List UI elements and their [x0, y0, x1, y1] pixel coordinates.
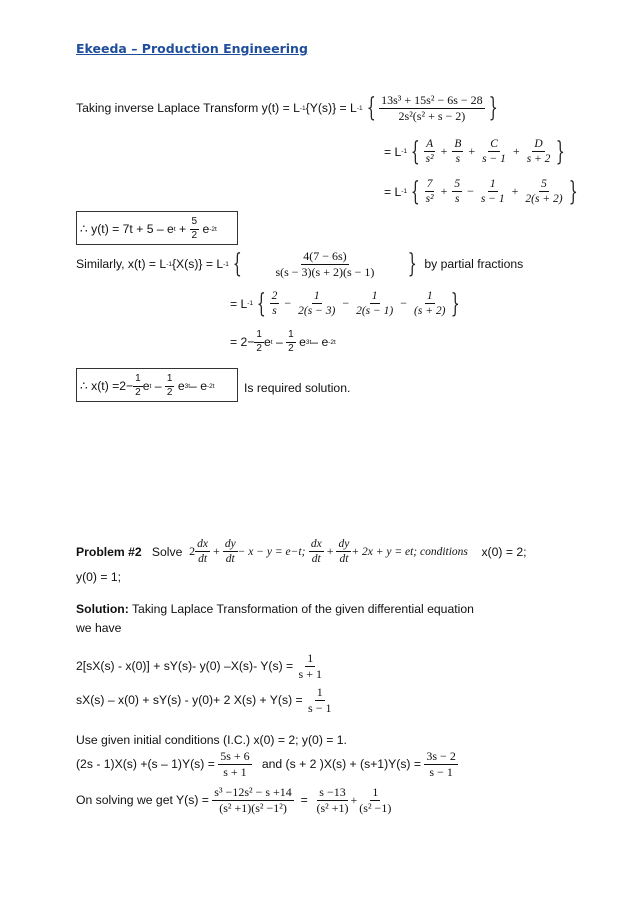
exp-e: e: [142, 379, 150, 393]
term-fraction: [525, 138, 553, 165]
term-fraction: [354, 290, 395, 317]
eq1-exp: −t: [290, 545, 302, 558]
term-fraction: [296, 290, 337, 317]
y-result-lhs: y(t) = 7t + 5 – e: [91, 222, 174, 236]
dy: dy: [223, 538, 238, 552]
x-partial-terms: [270, 290, 448, 317]
term-numerator: D: [532, 138, 544, 152]
term-fraction: [452, 178, 462, 205]
operator: +: [512, 144, 520, 159]
part2-num: 1: [372, 785, 379, 799]
partial-fraction-value-terms: [424, 178, 565, 205]
y-result: [80, 217, 217, 241]
solution-line-1: [76, 602, 474, 616]
term-numerator: A: [424, 138, 435, 152]
term-denominator: 2(s − 1): [356, 305, 394, 318]
term-fraction: [412, 290, 447, 317]
inverse-sup: -1: [401, 188, 408, 196]
rhs-den: s − 1: [429, 764, 453, 779]
y-result-e: e: [202, 222, 210, 236]
exp-e: e: [263, 335, 271, 349]
term-numerator: 1: [425, 290, 435, 304]
term-fraction: [452, 138, 463, 165]
y-fraction-numerator: 13s³ + 15s² − 6s − 28: [381, 93, 483, 107]
term-fraction: [523, 178, 564, 205]
solution-text-2: we have: [76, 621, 122, 635]
eq3b-lhs: and (s + 2 )X(s) + (s+1)Y(s) =: [261, 757, 421, 772]
term-numerator: 5: [539, 178, 549, 192]
operator: −: [467, 184, 474, 199]
exp-sup-neg2t: -2t: [206, 382, 215, 390]
y-of-s-den: (s² +1)(s² −1²): [219, 800, 287, 815]
half-den: 2: [166, 386, 173, 398]
equals-L: = L: [384, 184, 402, 199]
inverse-sup: -1: [223, 260, 229, 268]
conditions-word: ; conditions: [413, 545, 468, 558]
exp-sup-t: t: [149, 382, 152, 390]
x-fraction-denominator: s(s − 3)(s + 2)(s − 1): [275, 264, 375, 279]
half-den: 2: [256, 342, 262, 354]
rhs-den: s + 1: [223, 764, 247, 779]
dt: dt: [339, 553, 349, 566]
right-brace: }: [568, 176, 578, 207]
term-denominator: s: [272, 305, 277, 318]
document-header: Ekeeda – Production Engineering: [76, 41, 308, 56]
rhs-num: 1: [316, 685, 323, 699]
eq1-mid: − x − y = e: [237, 545, 291, 558]
term-numerator: 1: [370, 290, 380, 304]
term-numerator: 5: [452, 178, 462, 192]
term-numerator: C: [488, 138, 500, 152]
right-brace: }: [556, 136, 566, 167]
two-minus: = 2−: [230, 335, 255, 349]
y-fraction-denominator: 2s²(s² + s − 2): [398, 108, 466, 123]
term-denominator: s − 1: [480, 193, 505, 206]
eq2-mid: + 2x + y = e: [351, 545, 411, 558]
solving-text: On solving we get Y(s) =: [76, 793, 209, 808]
x-of-s-text: {X(s)} = L: [171, 257, 224, 272]
half-den: 2: [288, 342, 294, 354]
part1-den: (s² +1): [316, 800, 349, 815]
y-result-plus: +: [179, 222, 187, 236]
part2-den: (s² −1): [359, 800, 392, 815]
half-fraction: [165, 374, 175, 398]
solution-label: Solution:: [76, 602, 129, 616]
y-inverse-line: [76, 94, 501, 122]
solve-word: Solve: [151, 544, 183, 559]
problem-2-statement: Problem #2 Solve 2 $\frac{dx}{dt}$ + $\frac{dy}{dt}$ − x − y = e −t ; $\frac{dx}{dt}$ + $\frac{dy}{dt}$ + 2x + y = e t ; conditions x(0) = 2;: [76, 538, 527, 566]
dt: dt: [225, 553, 235, 566]
by-partial-fractions-text: by partial fractions: [424, 257, 524, 272]
half-fraction: [133, 374, 143, 398]
plus-sign: +: [350, 792, 358, 807]
x-partial-line: [230, 290, 464, 317]
term-fraction: [424, 178, 436, 205]
dt: dt: [198, 553, 208, 566]
minus-e: – e: [190, 379, 207, 393]
dx: dx: [309, 538, 324, 552]
operator: +: [511, 184, 519, 199]
y-result-exp: -2t: [209, 225, 217, 233]
half-fraction: [286, 330, 296, 354]
partial-fraction-values-line: [384, 178, 581, 205]
five-halves: [190, 217, 200, 241]
half-fraction: [254, 330, 264, 354]
operator: −: [400, 296, 408, 311]
dy: dy: [336, 538, 351, 552]
x-inverse-line: [76, 250, 523, 278]
part1-num: s −13: [319, 785, 346, 799]
inverse-sup: -1: [166, 260, 172, 268]
minus-e: – e: [311, 335, 329, 349]
term-fraction: [270, 290, 280, 317]
term-denominator: s²: [425, 153, 434, 166]
right-brace: }: [451, 288, 461, 319]
simplified-equations: [76, 750, 458, 778]
operator: −: [342, 296, 350, 311]
rhs-num: 5s + 6: [220, 749, 250, 763]
exp-sup-neg2t: -2t: [328, 338, 336, 346]
half-den: 2: [135, 386, 141, 398]
y-fraction: [379, 94, 485, 122]
y-of-s-part-1: [314, 786, 350, 814]
half-num: 1: [254, 330, 264, 343]
operator: +: [440, 184, 448, 199]
term-fraction: [479, 178, 507, 205]
x-fraction-numerator: 4(7 − 6s): [303, 249, 347, 263]
minus-sign: –: [154, 379, 162, 393]
equals-L: = L: [230, 296, 248, 311]
equals-L: = L: [384, 144, 402, 159]
x-inverse-lead: Similarly, x(t) = L: [76, 257, 167, 272]
five-halves-den: 2: [191, 229, 198, 241]
initial-conditions-text: Use given initial conditions (I.C.) x(0) = 2; y(0) = 1.: [76, 733, 347, 747]
operator: −: [284, 296, 292, 311]
dx: dx: [195, 538, 210, 552]
half-num: 1: [133, 374, 143, 387]
left-brace: {: [410, 176, 420, 207]
eq2-exp: t: [410, 545, 414, 558]
term-fraction: [424, 138, 436, 165]
half-num: 1: [286, 330, 296, 343]
rhs-den: s − 1: [308, 700, 332, 715]
term-numerator: 1: [312, 290, 322, 304]
inverse-sup: -1: [356, 104, 363, 112]
rhs-den: s + 1: [298, 666, 322, 681]
inverse-sup: -1: [299, 104, 306, 112]
coef-two: 2: [189, 544, 196, 559]
term-numerator: B: [452, 138, 463, 152]
term-denominator: s + 2: [526, 153, 551, 166]
laplace-eq-1-rhs: [297, 652, 324, 680]
dx-dt: [309, 538, 324, 565]
y-of-s-text: {Y(s)} = L: [305, 101, 357, 116]
y-inverse-lead: Taking inverse Laplace Transform y(t) = L: [76, 101, 300, 116]
equals-sign: =: [300, 793, 308, 808]
eq3a-rhs: [218, 750, 251, 778]
term-fraction: [480, 138, 508, 165]
exp-e: e: [299, 335, 306, 349]
x-result-lhs: x(t) =2−: [91, 379, 134, 393]
term-denominator: s: [454, 193, 460, 206]
term-numerator: 1: [488, 178, 498, 192]
term-denominator: s²: [425, 193, 434, 206]
laplace-eq-2-rhs: [306, 686, 333, 714]
eq3b-rhs: [424, 750, 457, 778]
right-brace: }: [408, 249, 418, 280]
rhs-num: 1: [307, 651, 314, 665]
laplace-eq-2-lhs: sX(s) – x(0) + sY(s) - y(0)+ 2 X(s) + Y(s) =: [76, 693, 303, 708]
exp-sup-3t: 3t: [184, 382, 191, 390]
laplace-eq-2: [76, 686, 333, 714]
operator: +: [468, 144, 476, 159]
laplace-eq-1-lhs: 2[sX(s) - x(0)] + sY(s)- y(0) –X(s)- Y(s) =: [76, 659, 294, 674]
x-fraction: [273, 250, 376, 278]
left-brace: {: [256, 288, 266, 319]
left-brace: {: [366, 93, 376, 124]
y-of-s-part-2: [357, 786, 393, 814]
rhs-num: 3s − 2: [426, 749, 456, 763]
exp-sup-3t: 3t: [305, 338, 312, 346]
x0-condition: x(0) = 2;: [481, 544, 527, 559]
term-denominator: (s + 2): [414, 305, 446, 318]
term-denominator: s: [455, 153, 461, 166]
semicolon: ;: [301, 545, 306, 558]
term-denominator: 2(s − 3): [298, 305, 336, 318]
x-result: [80, 374, 215, 398]
y-of-s-num: s³ −12s² − s +14: [214, 785, 292, 799]
partial-fraction-terms: [424, 138, 553, 165]
term-denominator: s − 1: [482, 153, 506, 166]
dy-dt: [336, 538, 351, 565]
required-solution-text: Is required solution.: [244, 381, 351, 395]
inverse-sup: -1: [401, 148, 408, 156]
y-of-s-solution: [76, 786, 393, 814]
x-time-domain-line: [230, 330, 336, 354]
y-of-s-fraction: [212, 786, 294, 814]
dx-dt: [195, 538, 210, 565]
solution-text-1: Taking Laplace Transformation of the given differential equation: [131, 602, 474, 616]
operator: +: [440, 144, 448, 159]
term-denominator: 2(s + 2): [525, 193, 563, 206]
therefore-symbol: ∴: [80, 379, 88, 393]
therefore-symbol: ∴: [80, 222, 88, 236]
minus-sign: –: [275, 335, 283, 349]
exp-sup-t: t: [270, 338, 273, 346]
left-brace: {: [410, 136, 420, 167]
dt: dt: [311, 553, 321, 566]
partial-fraction-general-line: [384, 138, 569, 165]
term-numerator: 2: [270, 290, 280, 304]
y-result-et-sup: t: [173, 225, 176, 233]
half-num: 1: [165, 374, 175, 387]
problem-2-label: Problem #2: [76, 544, 142, 559]
term-numerator: 7: [425, 178, 435, 192]
exp-e: e: [177, 379, 185, 393]
left-brace: {: [232, 249, 242, 280]
laplace-eq-1: [76, 652, 324, 680]
eq3a-lhs: (2s - 1)X(s) +(s – 1)Y(s) =: [76, 757, 215, 772]
inverse-sup: -1: [247, 300, 254, 308]
y0-condition: y(0) = 1;: [76, 570, 122, 584]
five-halves-num: 5: [190, 217, 200, 230]
dy-dt: [223, 538, 238, 565]
right-brace: }: [488, 93, 498, 124]
